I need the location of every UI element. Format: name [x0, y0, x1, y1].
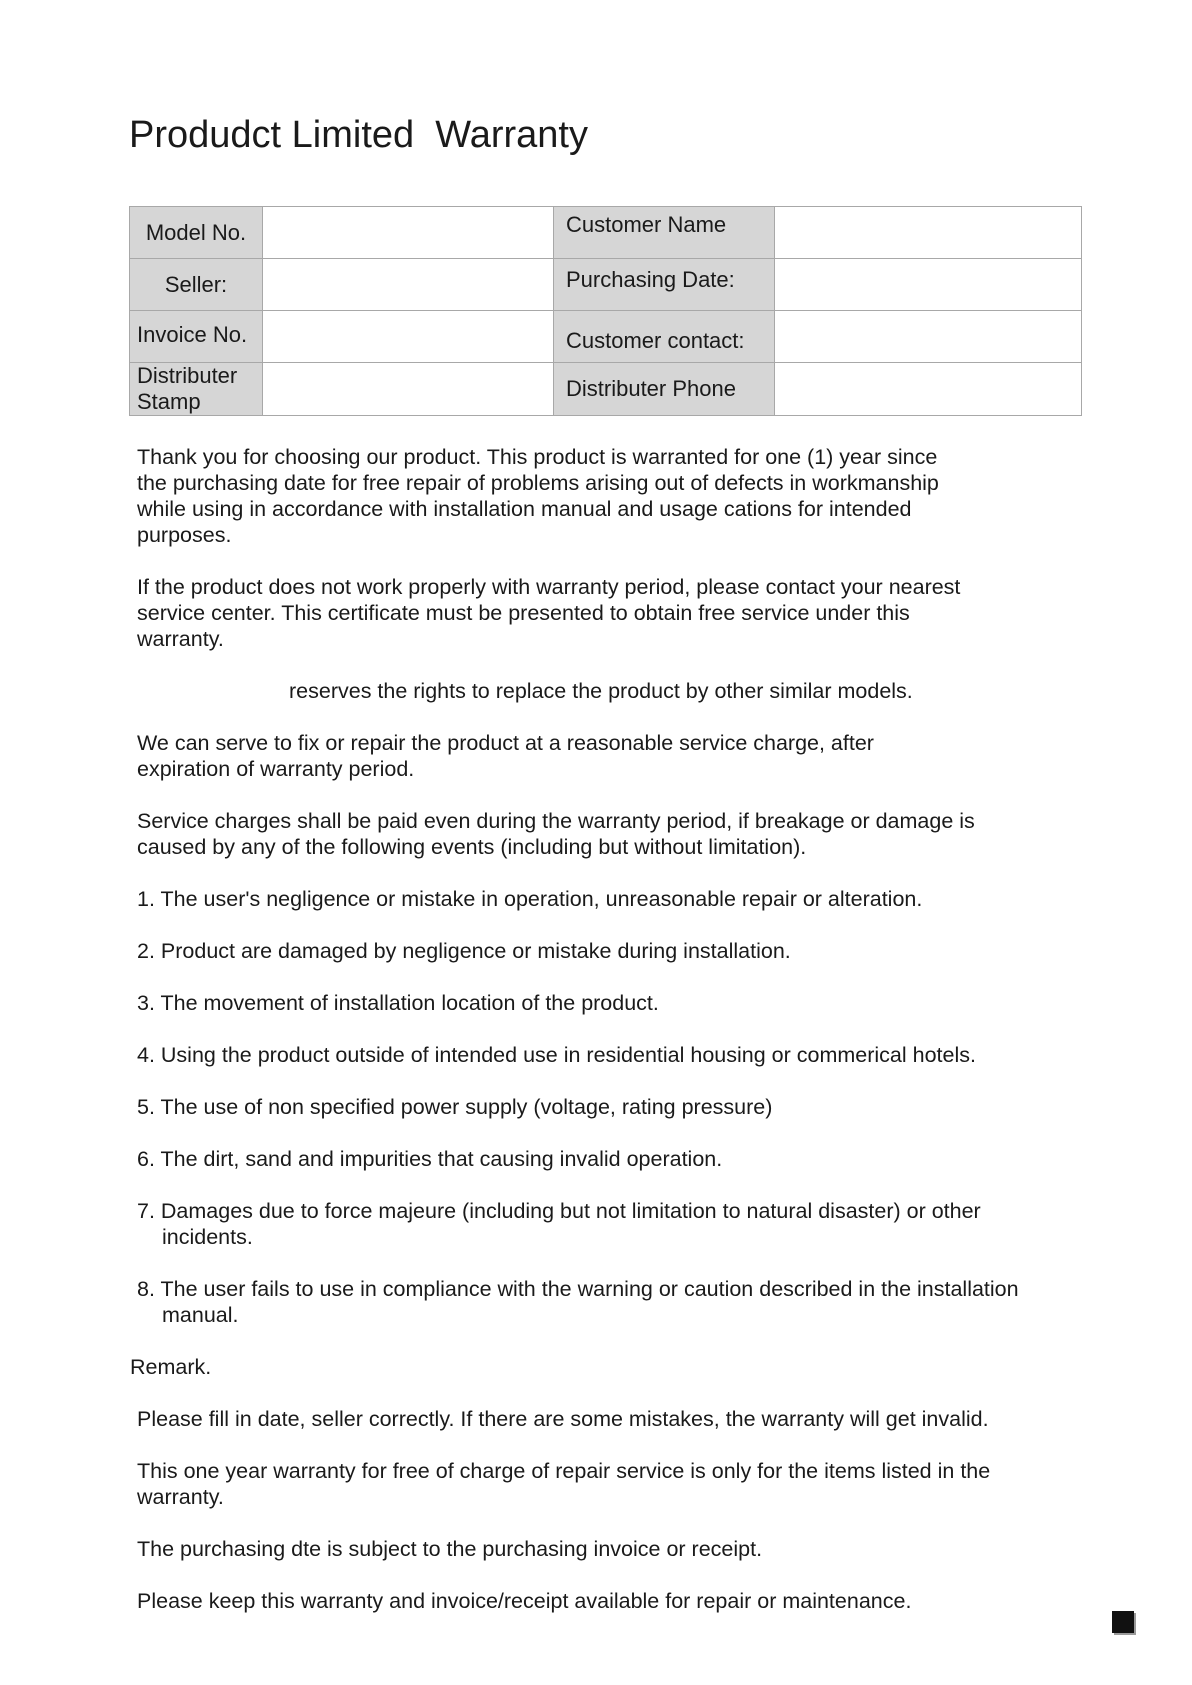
table-row — [130, 311, 1082, 363]
invoice-no-label: Invoice No. — [130, 311, 263, 363]
list-item: 6. The dirt, sand and impurities that causing invalid operation. — [137, 1147, 723, 1171]
distributer-phone-label: Distributer Phone — [554, 363, 775, 416]
list-item: 4. Using the product outside of intended use in residential housing or commerical hotels. — [137, 1043, 976, 1067]
seller-label: Seller: — [130, 259, 263, 311]
page-title: Produdct Limited Warranty — [129, 114, 588, 156]
invoice-no-field[interactable] — [263, 311, 554, 363]
fix-paragraph: We can serve to fix or repair the product at a reasonable service charge, after expiration of warranty period. — [137, 731, 874, 781]
remark-item: This one year warranty for free of charge of repair service is only for the items listed in the warranty. — [137, 1459, 991, 1509]
table-row — [130, 207, 1082, 259]
list-item: 5. The use of non specified power supply (voltage, rating pressure) — [137, 1095, 773, 1119]
model-no-field[interactable] — [263, 207, 554, 259]
list-item: 1. The user's negligence or mistake in operation, unreasonable repair or alteration. — [137, 887, 923, 911]
list-item: 7. Damages due to force majeure (including but not limitation to natural disaster) or other incidents. — [137, 1199, 981, 1249]
page-marker-square — [1112, 1611, 1134, 1633]
customer-name-label: Customer Name — [554, 207, 775, 259]
model-no-label: Model No. — [130, 207, 263, 259]
customer-name-field[interactable] — [775, 207, 1082, 259]
list-item: 8. The user fails to use in compliance with the warning or caution described in the installation manual. — [137, 1277, 1019, 1327]
purchasing-date-label: Purchasing Date: — [554, 259, 775, 311]
remark-item: Please keep this warranty and invoice/receipt available for repair or maintenance. — [137, 1589, 912, 1613]
remark-heading: Remark. — [130, 1355, 212, 1379]
table-row — [130, 259, 1082, 311]
table-row — [130, 363, 1082, 416]
list-item: 3. The movement of installation location of the product. — [137, 991, 659, 1015]
customer-contact-label: Customer contact: — [554, 311, 775, 363]
distributer-stamp-field[interactable] — [263, 363, 554, 416]
conditions-list — [137, 886, 1077, 1328]
contact-paragraph: If the product does not work properly with warranty period, please contact your nearest service center. This certificate must be presented to obtain free service under this warranty. — [137, 575, 961, 651]
customer-contact-field[interactable] — [775, 311, 1082, 363]
remark-item: Please fill in date, seller correctly. If there are some mistakes, the warranty will get invalid. — [137, 1407, 989, 1431]
warranty-info-table — [129, 206, 1082, 416]
purchasing-date-field[interactable] — [775, 259, 1082, 311]
intro-paragraph: Thank you for choosing our product. This product is warranted for one (1) year since the purchasing date for free repair of problems arising out of defects in workmanship while using in accordance with installation manual and usage cations for intended purposes. — [137, 445, 939, 547]
service-charges-paragraph: Service charges shall be paid even during the warranty period, if breakage or damage is caused by any of the following events (including but without limitation). — [137, 809, 975, 859]
distributer-phone-field[interactable] — [775, 363, 1082, 416]
reserves-paragraph: reserves the rights to replace the product by other similar models. — [289, 679, 913, 703]
warranty-terms — [130, 444, 1077, 1640]
seller-field[interactable] — [263, 259, 554, 311]
list-item: 2. Product are damaged by negligence or mistake during installation. — [137, 939, 791, 963]
remark-item: The purchasing dte is subject to the purchasing invoice or receipt. — [137, 1537, 763, 1561]
distributer-stamp-label: Distributer Stamp — [130, 363, 263, 416]
